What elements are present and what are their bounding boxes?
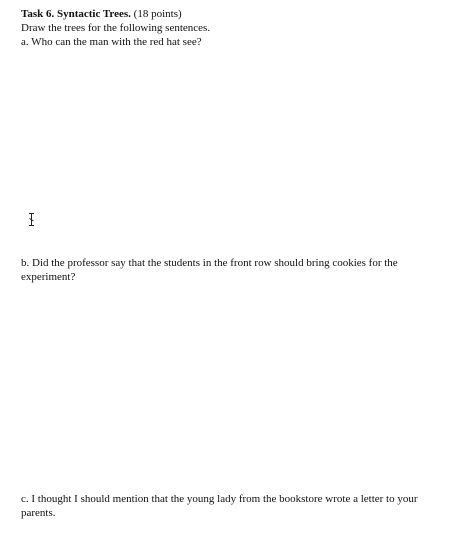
task-title: Task 6. Syntactic Trees. (21, 8, 131, 20)
question-b: b. Did the professor say that the students in the front row should bring cookies for the experiment? (21, 257, 398, 283)
question-c: c. I thought I should mention that the young lady from the bookstore wrote a letter to your parents. (21, 493, 418, 519)
task-instructions: Draw the trees for the following sentences. (21, 22, 211, 34)
task-title-line (21, 7, 182, 21)
question-a: a. Who can the man with the red hat see? (21, 36, 202, 48)
text-cursor-icon (27, 213, 36, 226)
task-points: (18 points) (133, 8, 182, 20)
